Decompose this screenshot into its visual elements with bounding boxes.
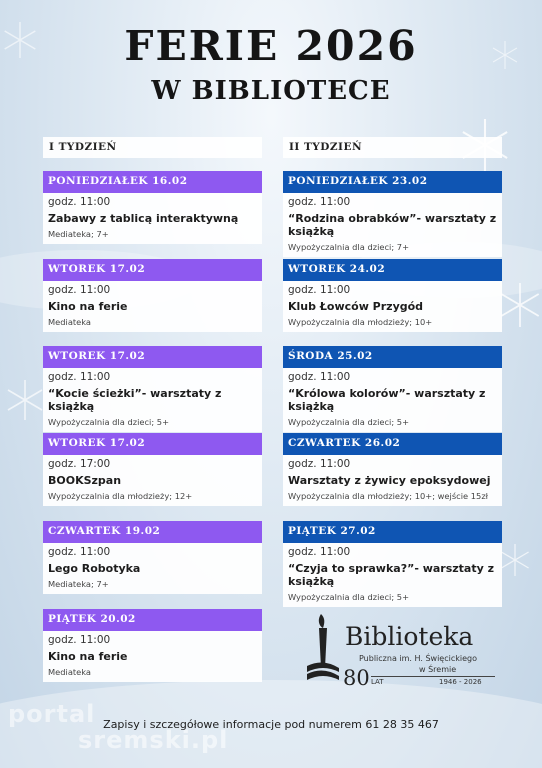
week1-column — [43, 137, 262, 677]
event-card — [283, 346, 502, 432]
event-place: Wypożyczalnia dla dzieci; 5+ — [48, 417, 170, 427]
event-title: Kino na ferie — [48, 650, 128, 663]
event-title: “Królowa kolorów”- warsztaty z książką — [288, 387, 486, 413]
event-card — [43, 171, 262, 244]
logo-name: Biblioteka — [345, 622, 474, 651]
event-day: WTOREK 17.02 — [43, 433, 262, 455]
event-title: Kino na ferie — [48, 300, 128, 313]
watermark-bottom: sremski.pl — [78, 726, 229, 754]
event-place: Mediateka — [48, 317, 92, 327]
event-card — [283, 171, 502, 257]
footer-info: Zapisy i szczegółowe informacje pod numerem 61 28 35 467 — [103, 718, 439, 731]
event-day: PIĄTEK 20.02 — [43, 609, 262, 631]
event-day: ŚRODA 25.02 — [283, 346, 502, 368]
week2-label: II TYDZIEŃ — [283, 137, 502, 158]
logo-divider — [371, 676, 495, 677]
event-time: godz. 11:00 — [288, 458, 351, 470]
event-place: Mediateka; 7+ — [48, 579, 109, 589]
logo-city: w Śremie — [419, 665, 457, 674]
event-place: Wypożyczalnia dla młodzieży; 12+ — [48, 491, 193, 501]
event-card — [43, 346, 262, 432]
event-time: godz. 11:00 — [288, 284, 351, 296]
event-day: WTOREK 24.02 — [283, 259, 502, 281]
event-place: Mediateka — [48, 667, 92, 677]
event-place: Wypożyczalnia dla dzieci; 5+ — [288, 592, 410, 602]
event-title: Lego Robotyka — [48, 562, 141, 575]
event-body — [43, 455, 262, 506]
logo-anniversary: 80 — [343, 666, 370, 690]
event-place: Wypożyczalnia dla dzieci; 5+ — [288, 417, 410, 427]
logo-lat: LAT — [371, 678, 384, 686]
event-place: Wypożyczalnia dla młodzieży; 10+ — [288, 317, 433, 327]
event-time: godz. 11:00 — [48, 371, 111, 383]
event-body — [43, 193, 262, 244]
event-title: Klub Łowców Przygód — [288, 300, 424, 313]
event-card — [283, 521, 502, 607]
event-title: “Kocie ścieżki”- warsztaty z książką — [48, 387, 222, 413]
event-body — [283, 193, 502, 257]
event-card — [43, 609, 262, 682]
event-body — [43, 281, 262, 332]
watermark-top: portal — [8, 700, 96, 728]
event-place: Mediateka; 7+ — [48, 229, 109, 239]
event-body — [283, 455, 502, 506]
logo-years: 1946 - 2026 — [439, 678, 482, 686]
event-time: godz. 11:00 — [48, 196, 111, 208]
event-day: PIĄTEK 27.02 — [283, 521, 502, 543]
event-day: PONIEDZIAŁEK 16.02 — [43, 171, 262, 193]
event-body — [283, 543, 502, 607]
event-title: “Rodzina obrabków”- warsztaty z książką — [288, 212, 497, 238]
event-card — [43, 259, 262, 332]
event-day: WTOREK 17.02 — [43, 346, 262, 368]
event-body — [283, 281, 502, 332]
event-time: godz. 11:00 — [48, 634, 111, 646]
event-body — [283, 368, 502, 432]
event-card — [283, 433, 502, 506]
event-title: “Czyja to sprawka?”- warsztaty z książką — [288, 562, 495, 588]
event-body — [43, 631, 262, 682]
event-title: BOOKSzpan — [48, 474, 122, 487]
event-card — [43, 433, 262, 506]
logo-subtitle: Publiczna im. H. Święcickiego — [359, 654, 477, 663]
event-place: Wypożyczalnia dla młodzieży; 10+; wejście 15zł — [288, 491, 489, 501]
event-card — [283, 259, 502, 332]
event-time: godz. 11:00 — [288, 196, 351, 208]
event-day: WTOREK 17.02 — [43, 259, 262, 281]
event-day: CZWARTEK 19.02 — [43, 521, 262, 543]
event-day: PONIEDZIAŁEK 23.02 — [283, 171, 502, 193]
event-time: godz. 17:00 — [48, 458, 111, 470]
event-time: godz. 11:00 — [288, 371, 351, 383]
event-time: godz. 11:00 — [48, 284, 111, 296]
event-body — [43, 368, 262, 432]
week1-label: I TYDZIEŃ — [43, 137, 262, 158]
week2-column — [283, 137, 502, 602]
library-logo — [307, 608, 507, 696]
event-time: godz. 11:00 — [288, 546, 351, 558]
event-title: Warsztaty z żywicy epoksydowej — [288, 474, 491, 487]
event-card — [43, 521, 262, 594]
poster-title: FERIE 2026 — [124, 22, 418, 70]
event-day: CZWARTEK 26.02 — [283, 433, 502, 455]
poster-subtitle: W BIBLIOTECE — [151, 76, 391, 106]
event-title: Zabawy z tablicą interaktywną — [48, 212, 239, 225]
event-place: Wypożyczalnia dla dzieci; 7+ — [288, 242, 410, 252]
event-time: godz. 11:00 — [48, 546, 111, 558]
event-body — [43, 543, 262, 594]
